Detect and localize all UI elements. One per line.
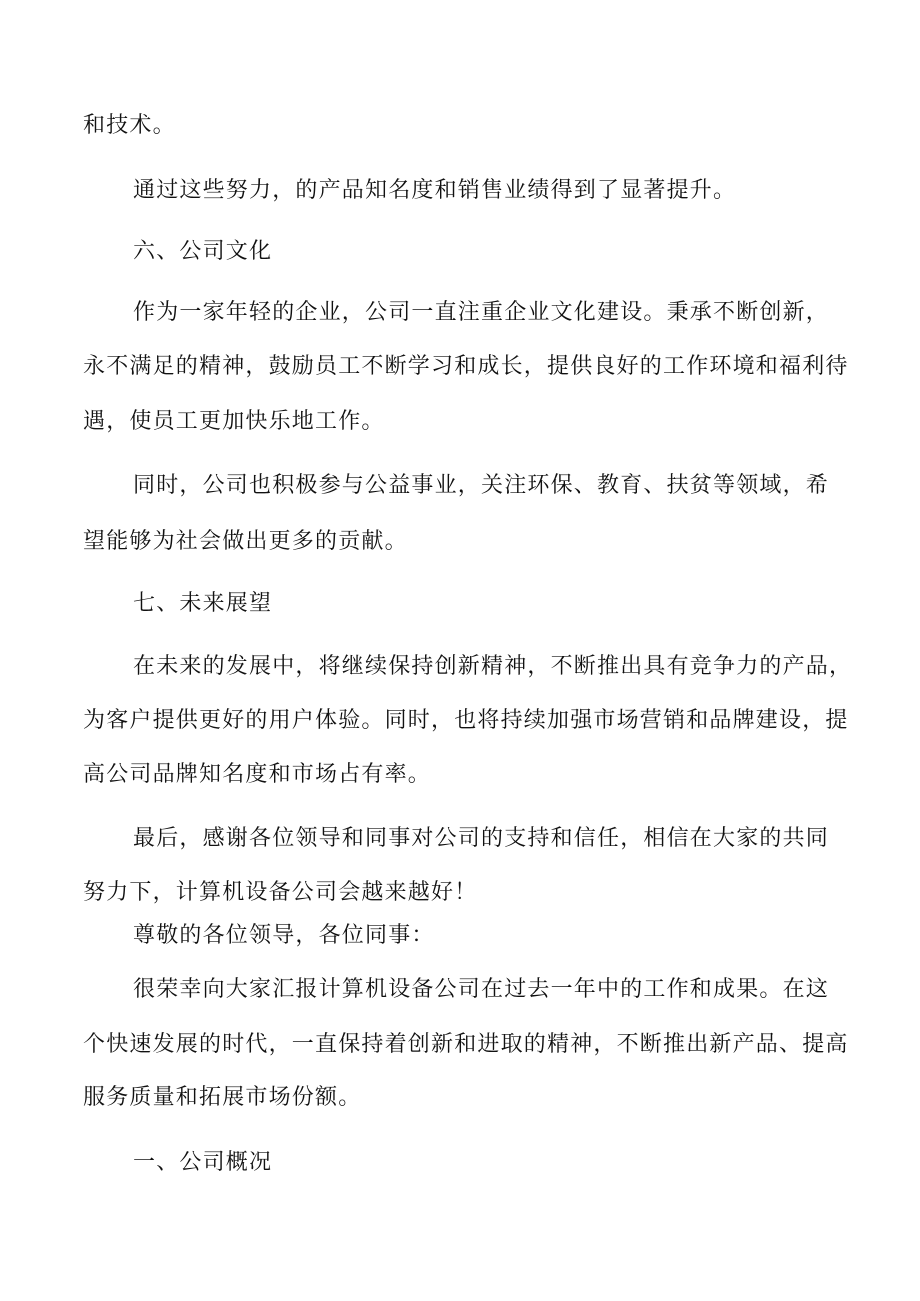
paragraph-line: 永不满足的精神，鼓励员工不断学习和成长，提供良好的工作环境和福利待 — [83, 354, 849, 379]
paragraph-line: 服务质量和拓展市场份额。 — [83, 1085, 362, 1110]
section-heading: 六、公司文化 — [133, 239, 273, 264]
paragraph-line: 在未来的发展中，将继续保持创新精神，不断推出具有竞争力的产品， — [133, 654, 853, 679]
paragraph-line: 为客户提供更好的用户体验。同时，也将持续加强市场营销和品牌建设，提 — [83, 708, 849, 733]
section-heading: 七、未来展望 — [133, 591, 273, 616]
paragraph-line: 最后，感谢各位领导和同事对公司的支持和信任，相信在大家的共同 — [133, 826, 830, 851]
paragraph-line: 通过这些努力，的产品知名度和销售业绩得到了显著提升。 — [133, 178, 737, 203]
paragraph-line: 作为一家年轻的企业，公司一直注重企业文化建设。秉承不断创新， — [133, 300, 830, 325]
paragraph-line: 努力下，计算机设备公司会越来越好！ — [83, 880, 478, 905]
paragraph-line: 尊敬的各位领导，各位同事： — [133, 923, 435, 948]
paragraph-line: 同时，公司也积极参与公益事业，关注环保、教育、扶贫等领域，希 — [133, 473, 830, 498]
paragraph-line: 个快速发展的时代，一直保持着创新和进取的精神，不断推出新产品、提高 — [83, 1032, 849, 1057]
paragraph-line: 和技术。 — [83, 113, 176, 138]
paragraph-line: 高公司品牌知名度和市场占有率。 — [83, 762, 432, 787]
section-heading: 一、公司概况 — [133, 1150, 273, 1175]
paragraph-line: 遇，使员工更加快乐地工作。 — [83, 409, 385, 434]
paragraph-line: 望能够为社会做出更多的贡献。 — [83, 529, 408, 554]
paragraph-line: 很荣幸向大家汇报计算机设备公司在过去一年中的工作和成果。在这 — [133, 977, 830, 1002]
